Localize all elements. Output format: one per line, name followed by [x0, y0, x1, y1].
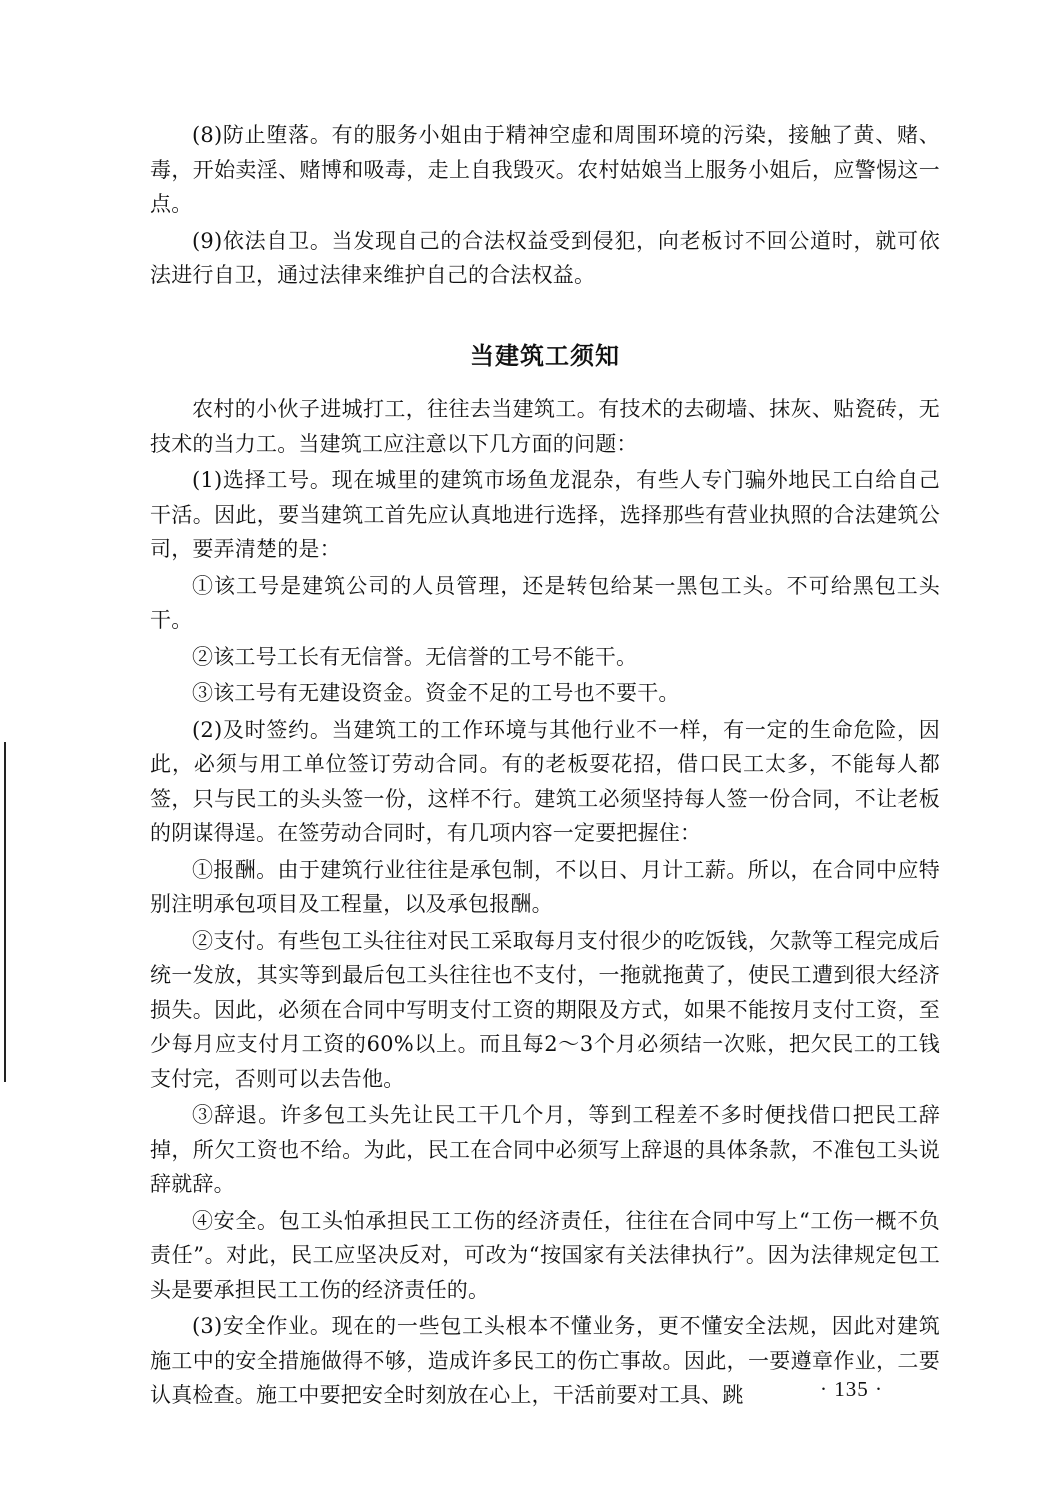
paragraph-contract-payment: ②支付。有些包工头往往对民工采取每月支付很少的吃饭钱，欠款等工程完成后统一发放，其实等到最后包工头往往也不支付，一拖就拖黄了，使民工遭到很大经济损失。因此，必须在合同中写明支付工资的期限及方式，如果不能按月支付工资，至少每月应支付月工资的60%以上。而且每2～3个月必须结一次账，把欠民工的工钱支付完，否则可以去告他。	[150, 928, 940, 1091]
paragraph-contract-dismissal: ③辞退。许多包工头先让民工干几个月，等到工程差不多时便找借口把民工辞掉，所欠工资也不给。为此，民工在合同中必须写上辞退的具体条款，不准包工头说辞就辞。	[150, 1103, 940, 1196]
paragraph-item-9: (9)依法自卫。当发现自己的合法权益受到侵犯，向老板讨不回公道时，就可依法进行自卫，通过法律来维护自己的合法权益。	[150, 228, 940, 287]
paragraph-select-point-1: ①该工号是建筑公司的人员管理，还是转包给某一黑包工头。不可给黑包工头干。	[150, 573, 940, 632]
paragraph-select-point-3: ③该工号有无建设资金。资金不足的工号也不要干。	[192, 681, 680, 705]
paragraph-select-project: (1)选择工号。现在城里的建筑市场鱼龙混杂，有些人专门骗外地民工白给自己干活。因此，要当建筑工首先应认真地进行选择，选择那些有营业执照的合法建筑公司，要弄清楚的是：	[150, 468, 940, 561]
section-title: 当建筑工须知	[470, 342, 620, 370]
paragraph-contract-safety: ④安全。包工头怕承担民工工伤的经济责任，往往在合同中写上“工伤一概不负责任”。对此，民工应坚决反对，可改为“按国家有关法律执行”。因为法律规定包工头是要承担民工工伤的经济责任的。	[150, 1208, 940, 1302]
paragraph-contract-pay: ①报酬。由于建筑行业往往是承包制，不以日、月计工薪。所以，在合同中应特别注明承包项目及工程量，以及承包报酬。	[150, 857, 940, 916]
page-number: · 135 ·	[820, 1377, 883, 1401]
paragraph-sign-contract: (2)及时签约。当建筑工的工作环境与其他行业不一样，有一定的生命危险，因此，必须与用工单位签订劳动合同。有的老板耍花招，借口民工太多，不能每人都签，只与民工的头头签一份，这样不行。建筑工必须坚持每人签一份合同，不让老板的阴谋得逞。在签劳动合同时，有几项内容一定要把握住：	[150, 717, 940, 845]
paragraph-select-point-2: ②该工号工长有无信誉。无信誉的工号不能干。	[192, 644, 638, 669]
scan-margin-line	[4, 742, 6, 1082]
body-paragraphs	[150, 392, 940, 1413]
paragraph-intro: 农村的小伙子进城打工，往往去当建筑工。有技术的去砌墙、抹灰、贴瓷砖，无技术的当力工。当建筑工应注意以下几方面的问题：	[150, 397, 940, 456]
paragraph-item-8: (8)防止堕落。有的服务小姐由于精神空虚和周围环境的污染，接触了黄、赌、毒，开始卖淫、赌博和吸毒，走上自我毁灭。农村姑娘当上服务小姐后，应警惕这一点。	[150, 123, 940, 216]
paragraph-safe-work: (3)安全作业。现在的一些包工头根本不懂业务，更不懂安全法规，因此对建筑施工中的安全措施做得不够，造成许多民工的伤亡事故。因此，一要遵章作业，二要认真检查。施工中要把安全时刻放在心上，干活前要对工具、跳	[150, 1314, 940, 1407]
top-paragraphs	[150, 118, 940, 293]
